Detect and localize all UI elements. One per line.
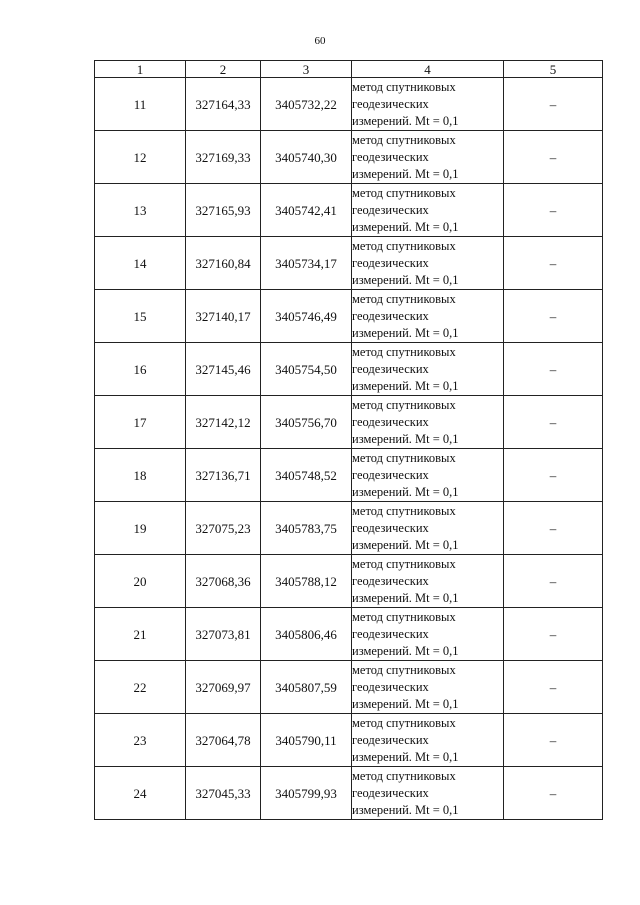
y-coordinate-cell: 3405806,46: [261, 608, 352, 661]
method-line: геодезических: [352, 520, 429, 535]
note-cell: –: [504, 396, 603, 449]
method-line: метод спутниковых: [352, 344, 456, 359]
method-line: метод спутниковых: [352, 768, 456, 783]
method-line: измерений. Mt = 0,1: [352, 272, 459, 287]
method-line: измерений. Mt = 0,1: [352, 749, 459, 764]
method-cell: [352, 396, 504, 449]
note-cell: –: [504, 555, 603, 608]
y-coordinate-cell: 3405783,75: [261, 502, 352, 555]
point-number-cell: 14: [95, 237, 186, 290]
method-line: метод спутниковых: [352, 79, 456, 94]
y-coordinate-cell: 3405754,50: [261, 343, 352, 396]
method-cell: [352, 502, 504, 555]
table-row: [95, 767, 603, 820]
note-cell: –: [504, 131, 603, 184]
y-coordinate-cell: 3405742,41: [261, 184, 352, 237]
method-line: метод спутниковых: [352, 450, 456, 465]
method-line: измерений. Mt = 0,1: [352, 219, 459, 234]
header-col-2: 2: [186, 61, 261, 78]
method-line: метод спутниковых: [352, 132, 456, 147]
method-cell: [352, 555, 504, 608]
y-coordinate-cell: 3405740,30: [261, 131, 352, 184]
table-row: [95, 237, 603, 290]
table-row: [95, 449, 603, 502]
method-line: геодезических: [352, 202, 429, 217]
x-coordinate-cell: 327145,46: [186, 343, 261, 396]
method-line: измерений. Mt = 0,1: [352, 431, 459, 446]
method-line: геодезических: [352, 149, 429, 164]
table-row: [95, 714, 603, 767]
method-line: геодезических: [352, 573, 429, 588]
point-number-cell: 13: [95, 184, 186, 237]
method-cell: [352, 767, 504, 820]
point-number-cell: 22: [95, 661, 186, 714]
y-coordinate-cell: 3405732,22: [261, 78, 352, 131]
method-line: измерений. Mt = 0,1: [352, 325, 459, 340]
x-coordinate-cell: 327075,23: [186, 502, 261, 555]
method-line: метод спутниковых: [352, 609, 456, 624]
method-line: геодезических: [352, 361, 429, 376]
method-line: геодезических: [352, 467, 429, 482]
x-coordinate-cell: 327073,81: [186, 608, 261, 661]
point-number-cell: 16: [95, 343, 186, 396]
method-line: измерений. Mt = 0,1: [352, 378, 459, 393]
method-line: геодезических: [352, 414, 429, 429]
x-coordinate-cell: 327140,17: [186, 290, 261, 343]
note-cell: –: [504, 714, 603, 767]
y-coordinate-cell: 3405807,59: [261, 661, 352, 714]
note-cell: –: [504, 343, 603, 396]
x-coordinate-cell: 327069,97: [186, 661, 261, 714]
note-cell: –: [504, 608, 603, 661]
note-cell: –: [504, 78, 603, 131]
method-cell: [352, 290, 504, 343]
point-number-cell: 12: [95, 131, 186, 184]
y-coordinate-cell: 3405748,52: [261, 449, 352, 502]
point-number-cell: 19: [95, 502, 186, 555]
table-row: [95, 661, 603, 714]
y-coordinate-cell: 3405799,93: [261, 767, 352, 820]
x-coordinate-cell: 327164,33: [186, 78, 261, 131]
point-number-cell: 21: [95, 608, 186, 661]
method-line: метод спутниковых: [352, 397, 456, 412]
header-col-4: 4: [352, 61, 504, 78]
table-row: [95, 290, 603, 343]
method-line: измерений. Mt = 0,1: [352, 537, 459, 552]
header-col-3: 3: [261, 61, 352, 78]
method-line: метод спутниковых: [352, 291, 456, 306]
note-cell: –: [504, 184, 603, 237]
method-line: метод спутниковых: [352, 556, 456, 571]
method-cell: [352, 184, 504, 237]
y-coordinate-cell: 3405790,11: [261, 714, 352, 767]
method-cell: [352, 449, 504, 502]
point-number-cell: 11: [95, 78, 186, 131]
method-line: метод спутниковых: [352, 715, 456, 730]
method-line: метод спутниковых: [352, 662, 456, 677]
method-line: геодезических: [352, 96, 429, 111]
method-line: измерений. Mt = 0,1: [352, 113, 459, 128]
y-coordinate-cell: 3405788,12: [261, 555, 352, 608]
point-number-cell: 20: [95, 555, 186, 608]
coordinates-table: [94, 60, 603, 820]
method-cell: [352, 237, 504, 290]
x-coordinate-cell: 327068,36: [186, 555, 261, 608]
y-coordinate-cell: 3405734,17: [261, 237, 352, 290]
method-line: измерений. Mt = 0,1: [352, 696, 459, 711]
header-col-1: 1: [95, 61, 186, 78]
method-line: геодезических: [352, 785, 429, 800]
method-cell: [352, 78, 504, 131]
method-line: измерений. Mt = 0,1: [352, 484, 459, 499]
note-cell: –: [504, 290, 603, 343]
method-line: измерений. Mt = 0,1: [352, 643, 459, 658]
method-line: метод спутниковых: [352, 185, 456, 200]
point-number-cell: 15: [95, 290, 186, 343]
y-coordinate-cell: 3405746,49: [261, 290, 352, 343]
method-line: геодезических: [352, 308, 429, 323]
method-line: метод спутниковых: [352, 503, 456, 518]
table-row: [95, 396, 603, 449]
table-row: [95, 608, 603, 661]
x-coordinate-cell: 327142,12: [186, 396, 261, 449]
table-body: [95, 78, 603, 820]
method-line: измерений. Mt = 0,1: [352, 590, 459, 605]
method-line: геодезических: [352, 732, 429, 747]
header-col-5: 5: [504, 61, 603, 78]
table-row: [95, 502, 603, 555]
note-cell: –: [504, 767, 603, 820]
header-row: [95, 61, 603, 78]
page-number: 60: [314, 35, 326, 47]
method-cell: [352, 608, 504, 661]
point-number-cell: 24: [95, 767, 186, 820]
method-line: измерений. Mt = 0,1: [352, 802, 459, 817]
point-number-cell: 17: [95, 396, 186, 449]
table-row: [95, 555, 603, 608]
x-coordinate-cell: 327165,93: [186, 184, 261, 237]
x-coordinate-cell: 327136,71: [186, 449, 261, 502]
note-cell: –: [504, 237, 603, 290]
method-cell: [352, 131, 504, 184]
table-row: [95, 343, 603, 396]
note-cell: –: [504, 449, 603, 502]
note-cell: –: [504, 661, 603, 714]
method-line: геодезических: [352, 255, 429, 270]
note-cell: –: [504, 502, 603, 555]
x-coordinate-cell: 327045,33: [186, 767, 261, 820]
method-cell: [352, 714, 504, 767]
y-coordinate-cell: 3405756,70: [261, 396, 352, 449]
point-number-cell: 18: [95, 449, 186, 502]
table-row: [95, 131, 603, 184]
method-line: геодезических: [352, 626, 429, 641]
table-row: [95, 184, 603, 237]
method-line: метод спутниковых: [352, 238, 456, 253]
method-line: геодезических: [352, 679, 429, 694]
point-number-cell: 23: [95, 714, 186, 767]
x-coordinate-cell: 327064,78: [186, 714, 261, 767]
method-cell: [352, 343, 504, 396]
x-coordinate-cell: 327160,84: [186, 237, 261, 290]
method-cell: [352, 661, 504, 714]
method-line: измерений. Mt = 0,1: [352, 166, 459, 181]
x-coordinate-cell: 327169,33: [186, 131, 261, 184]
table-row: [95, 78, 603, 131]
